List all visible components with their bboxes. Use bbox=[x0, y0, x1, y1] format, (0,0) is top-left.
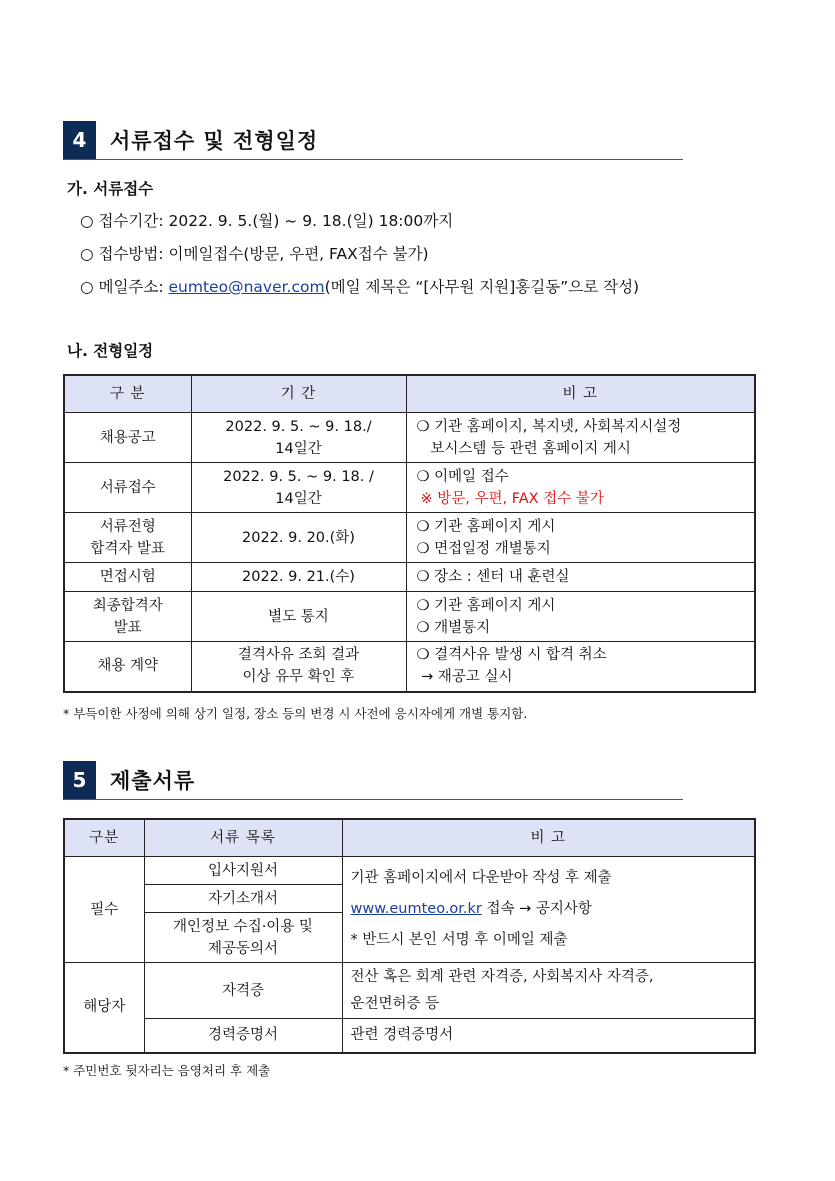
header-category: 구분 bbox=[64, 819, 144, 857]
list-item-method bbox=[80, 242, 429, 264]
remark-line: ❍ 장소 : 센터 내 훈련실 bbox=[416, 569, 570, 585]
table-row bbox=[64, 1019, 755, 1053]
remark-line: ❍ 결격사유 발생 시 합격 취소 bbox=[416, 647, 607, 664]
item-suffix: (메일 제목은 “[사무원 지원]홍길동”으로 작성) bbox=[324, 278, 640, 296]
header-category: 구 분 bbox=[64, 375, 191, 413]
section-number-badge: 5 bbox=[63, 761, 96, 799]
row-remarks bbox=[406, 592, 755, 642]
table-row bbox=[64, 513, 755, 563]
table-row bbox=[64, 592, 755, 642]
item-text: 접수기간: 2022. 9. 5.(월) ~ 9. 18.(일) 18:00까지 bbox=[98, 212, 454, 230]
note-line bbox=[351, 894, 749, 925]
license-note: 전산 혹은 회계 관련 자격증, 사회복지사 자격증, 운전면허증 등 bbox=[342, 963, 755, 1019]
header-remarks: 비 고 bbox=[342, 819, 755, 857]
row-remarks bbox=[406, 513, 755, 563]
section-title: 서류접수 및 전형일정 bbox=[110, 129, 319, 153]
section-title: 제출서류 bbox=[110, 769, 196, 793]
row-category: 서류접수 bbox=[64, 463, 191, 513]
remark-line: ❍ 기관 홈페이지 게시 bbox=[416, 597, 556, 614]
note-suffix: 접속 → 공지사항 bbox=[481, 901, 592, 917]
website-link[interactable]: www.eumteo.or.kr bbox=[350, 901, 482, 917]
career-note: 관련 경력증명서 bbox=[342, 1019, 755, 1053]
note-line: 기관 홈페이지에서 다운받아 작성 후 제출 bbox=[350, 870, 612, 886]
header-remarks: 비 고 bbox=[406, 375, 755, 413]
table-row bbox=[64, 463, 755, 513]
header-doc-list: 서류 목록 bbox=[144, 819, 342, 857]
row-remarks bbox=[406, 563, 755, 592]
doc-name: 개인정보 수집·이용 및 제공동의서 bbox=[144, 913, 342, 963]
applicable-label: 해당자 bbox=[64, 963, 144, 1053]
bullet: ○ bbox=[80, 245, 94, 263]
table-row bbox=[64, 642, 755, 692]
table-row bbox=[64, 857, 755, 885]
table-header-row bbox=[64, 819, 755, 857]
documents-table bbox=[63, 818, 756, 1054]
table-row bbox=[64, 963, 755, 1019]
remark-warning: ※ 방문, 우편, FAX 접수 불가 bbox=[420, 490, 604, 507]
remark-line: ❍ 면접일정 개별통지 bbox=[416, 540, 551, 557]
remark-line: ❍ 이메일 접수 bbox=[416, 468, 509, 485]
subheading-schedule: 나. 전형일정 bbox=[67, 342, 154, 360]
schedule-footnote: * 부득이한 사정에 의해 상기 일정, 장소 등의 변경 시 사전에 응시자에게 개별 통지함. bbox=[63, 706, 528, 721]
bullet: ○ bbox=[80, 278, 94, 296]
row-remarks bbox=[406, 642, 755, 692]
row-category: 최종합격자 발표 bbox=[64, 592, 191, 642]
row-category: 채용공고 bbox=[64, 413, 191, 463]
table-row bbox=[64, 413, 755, 463]
remark-line: ❍ 개별통지 bbox=[416, 619, 491, 636]
section-number-badge: 4 bbox=[63, 121, 96, 159]
note-line: * 반드시 본인 서명 후 이메일 제출 bbox=[350, 932, 568, 948]
list-item-period bbox=[80, 209, 453, 231]
subheading-document-submission: 가. 서류접수 bbox=[67, 180, 154, 198]
section-5-header bbox=[63, 761, 683, 800]
section-4-header bbox=[63, 121, 683, 160]
doc-name: 자격증 bbox=[144, 963, 342, 1019]
remark-line: 보시스템 등 관련 홈페이지 게시 bbox=[416, 440, 631, 457]
row-period: 결격사유 조회 결과 이상 유무 확인 후 bbox=[191, 642, 406, 692]
remark-line: → 재공고 실시 bbox=[416, 669, 513, 686]
row-period: 2022. 9. 20.(화) bbox=[191, 513, 406, 563]
header-period: 기 간 bbox=[191, 375, 406, 413]
list-item-email bbox=[80, 275, 639, 297]
documents-footnote: * 주민번호 뒷자리는 음영처리 후 제출 bbox=[63, 1063, 271, 1078]
row-period: 별도 통지 bbox=[191, 592, 406, 642]
remark-line: ❍ 기관 홈페이지, 복지넷, 사회복지시설정 bbox=[416, 418, 682, 435]
table-header-row bbox=[64, 375, 755, 413]
doc-name: 경력증명서 bbox=[144, 1019, 342, 1053]
doc-name: 입사지원서 bbox=[144, 857, 342, 885]
required-label: 필수 bbox=[64, 857, 144, 963]
table-row bbox=[64, 563, 755, 592]
item-label: 메일주소: bbox=[98, 278, 169, 296]
row-category: 서류전형 합격자 발표 bbox=[64, 513, 191, 563]
row-period: 2022. 9. 21.(수) bbox=[191, 563, 406, 592]
row-period: 2022. 9. 5. ~ 9. 18. / 14일간 bbox=[191, 463, 406, 513]
row-period: 2022. 9. 5. ~ 9. 18./ 14일간 bbox=[191, 413, 406, 463]
row-remarks bbox=[406, 413, 755, 463]
remark-line: ❍ 기관 홈페이지 게시 bbox=[416, 518, 556, 535]
doc-name: 자기소개서 bbox=[144, 885, 342, 913]
row-category: 채용 계약 bbox=[64, 642, 191, 692]
schedule-table bbox=[63, 374, 756, 693]
required-notes bbox=[342, 857, 755, 963]
email-link[interactable]: eumteo@naver.com bbox=[168, 278, 325, 296]
bullet: ○ bbox=[80, 212, 94, 230]
row-remarks bbox=[406, 463, 755, 513]
row-category: 면접시험 bbox=[64, 563, 191, 592]
item-text: 접수방법: 이메일접수(방문, 우편, FAX접수 불가) bbox=[98, 245, 429, 263]
